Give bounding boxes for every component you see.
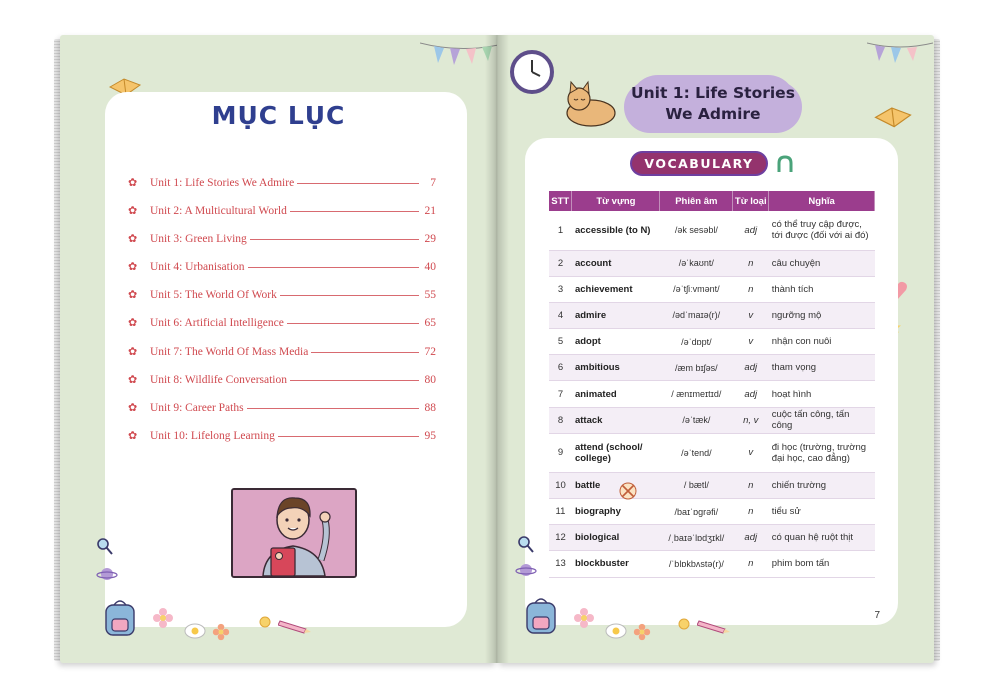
egg-icon — [605, 623, 627, 639]
unit-title — [625, 83, 801, 125]
toc-entry-page: 29 — [424, 233, 436, 246]
vocab-word: account — [572, 250, 660, 276]
flower-bullet-icon: ✿ — [128, 177, 138, 189]
toc-entry-label: Unit 9: Career Paths — [150, 401, 244, 414]
row-number: 7 — [549, 381, 572, 407]
toc-entry-label: Unit 2: A Multicultural World — [150, 205, 287, 218]
toc-entry-page: 55 — [424, 289, 436, 302]
toc-entry[interactable] — [128, 260, 436, 288]
phonetic: /baɪˈɒɡrəfi/ — [660, 499, 733, 525]
column-header: Nghĩa — [769, 191, 875, 211]
vocab-word: battle — [572, 472, 660, 498]
toc-entry[interactable] — [128, 429, 436, 457]
toc-entry-page: 95 — [424, 429, 436, 442]
row-number: 8 — [549, 407, 572, 433]
flower-bullet-icon: ✿ — [128, 373, 138, 386]
part-of-speech: v — [733, 433, 769, 472]
toc-entry-label: Unit 1: Life Stories We Admire — [150, 177, 295, 189]
phonetic: /ˈblɒkbʌstə(r)/ — [660, 551, 733, 577]
toc-entry[interactable] — [128, 401, 436, 429]
flower-bullet-icon: ✿ — [128, 429, 138, 442]
row-number: 10 — [549, 472, 572, 498]
vocab-word: ambitious — [572, 355, 660, 381]
phonetic: /ˌbaɪəˈlɒdʒɪkl/ — [660, 525, 733, 551]
clock-icon — [509, 49, 555, 95]
planet-icon — [96, 565, 118, 583]
toc-entry-page: 65 — [424, 317, 436, 330]
toc-entry-label: Unit 6: Artificial Intelligence — [150, 317, 284, 330]
toc-entry-page: 80 — [424, 373, 436, 386]
part-of-speech: v — [733, 329, 769, 355]
toc-entry-label: Unit 5: The World Of Work — [150, 289, 277, 302]
row-number: 4 — [549, 302, 572, 328]
toc-entry[interactable] — [128, 345, 436, 373]
row-number: 5 — [549, 329, 572, 355]
table-row — [549, 472, 875, 498]
toc-leader — [280, 295, 419, 296]
flower-bullet-icon: ✿ — [128, 317, 138, 330]
toc-entry[interactable] — [128, 373, 436, 401]
toc-leader — [290, 380, 419, 381]
phonetic: /əˈkaʊnt/ — [660, 250, 733, 276]
vocab-word: biological — [572, 525, 660, 551]
phonetic: /əˈtend/ — [660, 433, 733, 472]
phonetic: / ænɪmeɪtɪd/ — [660, 381, 733, 407]
flower-icon — [633, 623, 651, 641]
meaning: đi học (trường, trường đại học, cao đẳng) — [769, 433, 875, 472]
toc-entry-page: 21 — [424, 205, 436, 218]
column-header: Từ loại — [733, 191, 769, 211]
flower-icon — [573, 607, 595, 629]
toc-entry[interactable] — [128, 316, 436, 344]
part-of-speech: n — [733, 472, 769, 498]
table-row — [549, 381, 875, 407]
vocab-word: biography — [572, 499, 660, 525]
table-row — [549, 433, 875, 472]
meaning: phim bom tấn — [769, 551, 875, 577]
table-row — [549, 525, 875, 551]
meaning: thành tích — [769, 276, 875, 302]
page-title: MỤC LỤC — [211, 101, 346, 130]
row-number: 2 — [549, 250, 572, 276]
toc-entry-page: 72 — [424, 345, 436, 358]
meaning: câu chuyện — [769, 250, 875, 276]
phonetic: /ədˈmaɪə(r)/ — [660, 302, 733, 328]
flower-bullet-icon: ✿ — [128, 401, 138, 414]
toc-entry-page: 88 — [424, 401, 436, 414]
egg-icon — [184, 623, 206, 639]
toc-leader — [250, 239, 419, 240]
toc-entry[interactable] — [128, 204, 436, 232]
phonetic: / bætl/ — [660, 472, 733, 498]
table-row — [549, 276, 875, 302]
vocab-word: achievement — [572, 276, 660, 302]
page-number: 7 — [874, 610, 880, 621]
toc-entry[interactable] — [128, 176, 436, 204]
phonetic: /əˈtʃiːvmənt/ — [660, 276, 733, 302]
column-header: STT — [549, 191, 572, 211]
vocabulary-label: VOCABULARY — [630, 151, 768, 176]
table-header-row — [549, 191, 875, 211]
flower-bullet-icon: ✿ — [128, 289, 138, 302]
meaning: hoạt hình — [769, 381, 875, 407]
vocab-word: attack — [572, 407, 660, 433]
table-row — [549, 499, 875, 525]
left-page — [60, 35, 497, 663]
phonetic: /əˈdɒpt/ — [660, 329, 733, 355]
sun-icon — [256, 613, 274, 631]
backpack-icon — [102, 597, 138, 637]
flower-bullet-icon: ✿ — [128, 345, 138, 358]
vocab-word: blockbuster — [572, 551, 660, 577]
bunting-icon — [420, 39, 497, 75]
magnifier-icon — [517, 535, 535, 555]
vocab-word: adopt — [572, 329, 660, 355]
part-of-speech: adj — [733, 381, 769, 407]
toc-entry-label: Unit 7: The World Of Mass Media — [150, 345, 309, 358]
part-of-speech: n — [733, 276, 769, 302]
meaning: nhận con nuôi — [769, 329, 875, 355]
table-row — [549, 355, 875, 381]
book-icon — [873, 101, 913, 129]
part-of-speech: n, v — [733, 407, 769, 433]
pencil-icon — [697, 619, 731, 635]
flower-bullet-icon: ✿ — [128, 261, 138, 274]
row-number: 11 — [549, 499, 572, 525]
toc-leader — [297, 183, 419, 184]
table-row — [549, 250, 875, 276]
toc-leader — [287, 323, 419, 324]
row-number: 1 — [549, 211, 572, 250]
bunting-icon — [867, 39, 933, 69]
magnifier-icon — [96, 537, 114, 557]
toc-entry[interactable] — [128, 232, 436, 260]
flower-bullet-icon: ✿ — [128, 233, 138, 246]
part-of-speech: adj — [733, 525, 769, 551]
column-header: Từ vựng — [572, 191, 660, 211]
row-number: 6 — [549, 355, 572, 381]
open-book — [60, 35, 934, 663]
vocab-word: admire — [572, 302, 660, 328]
cat-icon — [561, 79, 623, 129]
toc-entry-page: 40 — [424, 261, 436, 274]
part-of-speech: adj — [733, 355, 769, 381]
row-number: 12 — [549, 525, 572, 551]
phonetic: /æm bɪʃəs/ — [660, 355, 733, 381]
vocab-word: animated — [572, 381, 660, 407]
table-row — [549, 329, 875, 355]
part-of-speech: v — [733, 302, 769, 328]
meaning: tiểu sử — [769, 499, 875, 525]
magnet-icon — [775, 154, 795, 174]
flower-icon — [212, 623, 230, 641]
phonetic: /ək sesəbl/ — [660, 211, 733, 250]
unit-title-line-1: Unit 1: Life Stories — [631, 84, 795, 102]
flower-bullet-icon: ✿ — [128, 205, 138, 218]
toc-leader — [290, 211, 419, 212]
row-number: 9 — [549, 433, 572, 472]
toc-entry-label: Unit 3: Green Living — [150, 233, 247, 246]
toc-entry-page: 7 — [430, 177, 436, 189]
row-number: 13 — [549, 551, 572, 577]
table-row — [549, 551, 875, 577]
unit-title-line-2: We Admire — [665, 105, 761, 123]
meaning: chiến trường — [769, 472, 875, 498]
toc-entry-label: Unit 10: Lifelong Learning — [150, 429, 275, 442]
table-row — [549, 211, 875, 250]
meaning: ngưỡng mộ — [769, 302, 875, 328]
part-of-speech: n — [733, 551, 769, 577]
phonetic: /əˈtæk/ — [660, 407, 733, 433]
row-number: 3 — [549, 276, 572, 302]
toc-entry[interactable] — [128, 288, 436, 316]
meaning: có thể truy cập được, tới được (đối với ai đó) — [769, 211, 875, 250]
toc-leader — [278, 436, 419, 437]
table-of-contents — [128, 176, 436, 457]
toc-entry-label: Unit 8: Wildlife Conversation — [150, 373, 287, 386]
column-header: Phiên âm — [660, 191, 733, 211]
pencil-icon — [278, 619, 312, 635]
part-of-speech: n — [733, 250, 769, 276]
vocabulary-table — [549, 191, 875, 578]
battle-icon — [617, 480, 639, 502]
vocab-word: accessible (to N) — [572, 211, 660, 250]
toc-leader — [248, 267, 419, 268]
toc-leader — [247, 408, 419, 409]
meaning: có quan hệ ruột thịt — [769, 525, 875, 551]
backpack-icon — [523, 595, 559, 635]
vocab-word: attend (school/ college) — [572, 433, 660, 472]
part-of-speech: adj — [733, 211, 769, 250]
toc-leader — [311, 352, 419, 353]
right-page — [497, 35, 934, 663]
meaning: cuộc tấn công, tấn công — [769, 407, 875, 433]
student-illustration — [231, 488, 357, 578]
planet-icon — [515, 561, 537, 579]
flower-icon — [152, 607, 174, 629]
meaning: tham vọng — [769, 355, 875, 381]
sun-icon — [675, 615, 693, 633]
part-of-speech: n — [733, 499, 769, 525]
table-row — [549, 302, 875, 328]
toc-entry-label: Unit 4: Urbanisation — [150, 261, 245, 274]
table-row — [549, 407, 875, 433]
